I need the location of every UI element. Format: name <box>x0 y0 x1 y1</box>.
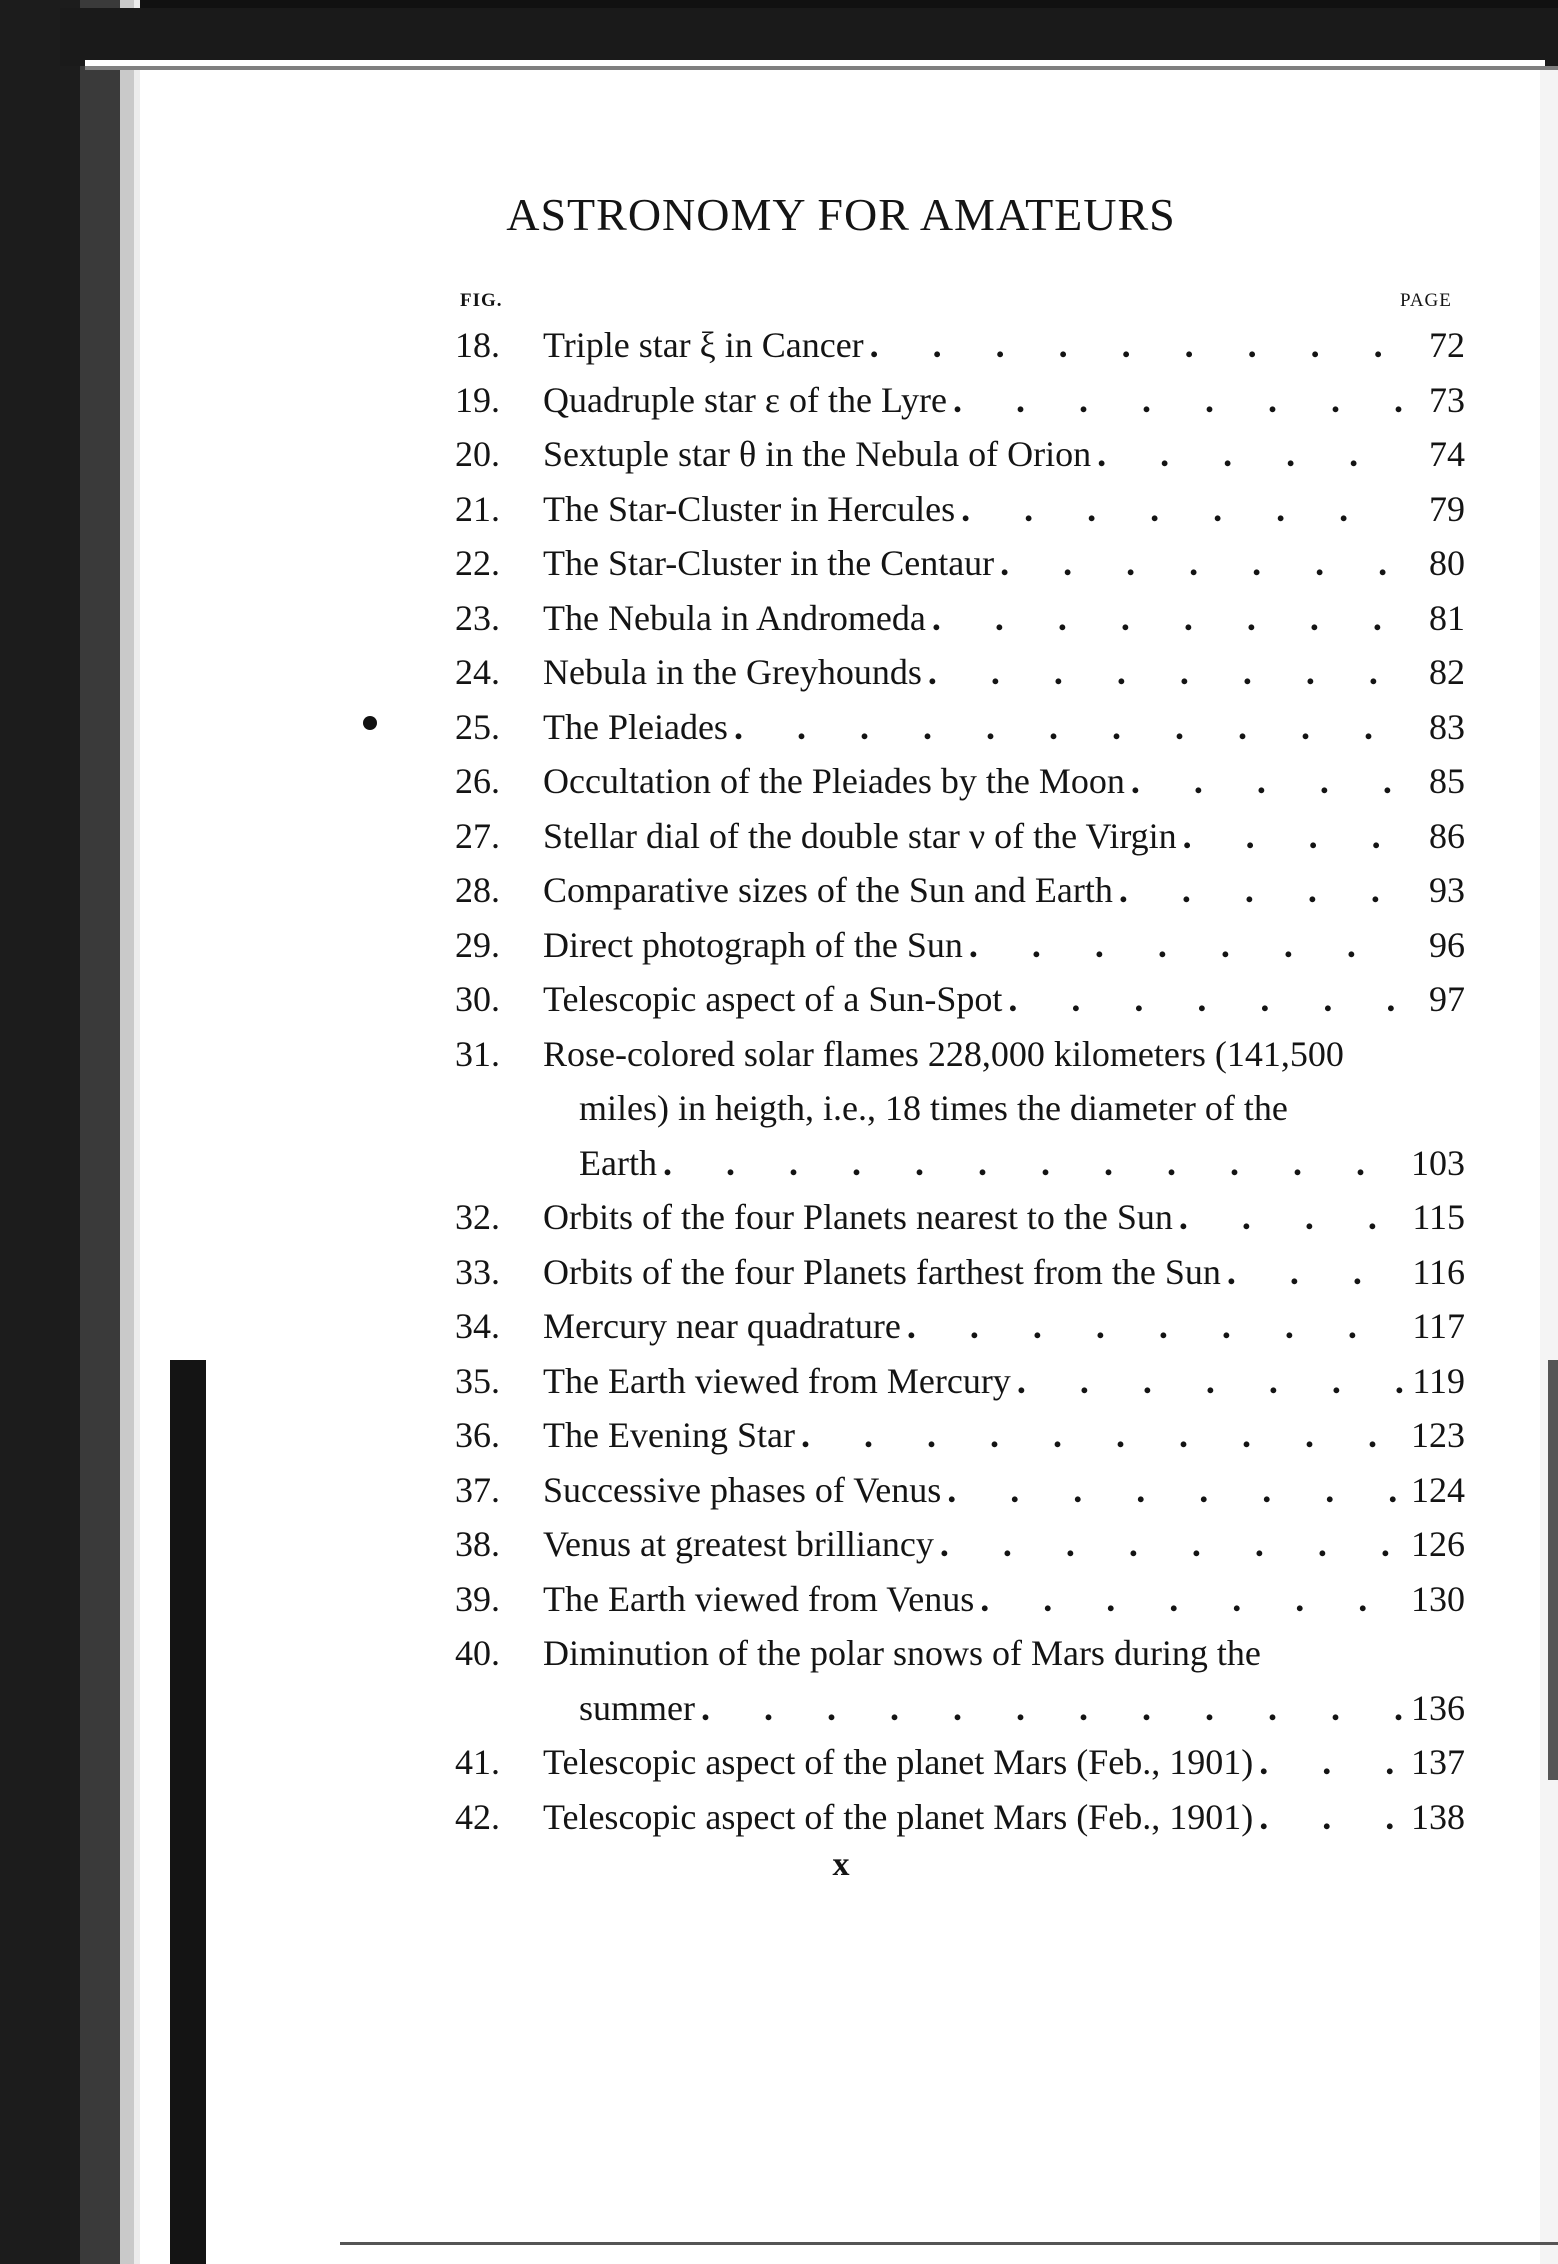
dot-leader <box>961 482 1403 537</box>
figure-entry <box>455 645 1465 700</box>
page-number: 136 <box>1411 1687 1465 1728</box>
figure-entry <box>455 1626 1465 1735</box>
dot-leader <box>1259 1790 1403 1845</box>
dot-leader <box>969 918 1403 973</box>
figure-title: Nebula in the Greyhounds <box>543 652 922 692</box>
figure-number: 25. <box>455 706 500 747</box>
page-number: 93 <box>1429 870 1465 910</box>
figure-entry <box>455 863 1465 918</box>
figure-title: The Pleiades <box>543 706 728 747</box>
figure-entry <box>455 918 1465 973</box>
figure-title: Sextuple star θ in the Nebula of Orion <box>543 434 1092 474</box>
figure-entry <box>455 1463 1465 1518</box>
dot-leader <box>1017 1354 1403 1409</box>
dot-leader <box>1119 863 1403 918</box>
dot-leader <box>928 645 1403 700</box>
figure-number: 31. <box>455 1033 500 1074</box>
figure-entry <box>455 1354 1465 1409</box>
figure-number: 29. <box>455 924 500 965</box>
page-number: 72 <box>1429 325 1465 365</box>
page-number: 85 <box>1429 761 1465 801</box>
figure-entry <box>455 1299 1465 1354</box>
figure-number: 30. <box>455 979 500 1019</box>
figure-title: The Evening Star <box>543 1415 795 1455</box>
page-number: 73 <box>1429 379 1465 420</box>
running-title: ASTRONOMY FOR AMATEURS <box>506 189 1176 240</box>
figure-number: 38. <box>455 1524 500 1564</box>
figure-title: Telescopic aspect of the planet Mars (Feb., 1901) <box>543 1742 1254 1782</box>
page-folio: x <box>832 1846 850 1883</box>
figure-title: The Earth viewed from Venus <box>543 1578 975 1619</box>
fig-column-header: FIG. <box>460 290 503 311</box>
figure-title: Orbits of the four Planets nearest to the Sun <box>543 1197 1173 1237</box>
dot-leader <box>1227 1245 1403 1300</box>
figure-title: Occultation of the Pleiades by the Moon <box>543 761 1125 801</box>
figure-title: summer <box>579 1687 695 1728</box>
figure-number: 26. <box>455 761 500 801</box>
page-number: 123 <box>1411 1415 1465 1455</box>
figure-number: 39. <box>455 1578 500 1619</box>
figure-number: 33. <box>455 1251 500 1292</box>
page-number: 83 <box>1429 706 1465 747</box>
dot-leader <box>1008 972 1403 1027</box>
figure-title: Stellar dial of the double star ν of the Virgin <box>543 815 1177 856</box>
page-number: 137 <box>1411 1742 1465 1782</box>
figure-number: 23. <box>455 597 500 638</box>
dot-leader <box>947 1463 1403 1518</box>
list-of-figures <box>455 318 1465 1844</box>
page-number: 117 <box>1412 1306 1465 1346</box>
page-number: 126 <box>1411 1524 1465 1564</box>
figure-title: The Nebula in Andromeda <box>543 597 926 638</box>
figure-title-line: Diminution of the polar snows of Mars during the <box>543 1633 1261 1673</box>
figure-number: 19. <box>455 379 500 420</box>
figure-entry <box>455 1408 1465 1463</box>
figure-number: 22. <box>455 543 500 583</box>
dot-leader <box>801 1408 1403 1463</box>
figure-title: Telescopic aspect of a Sun-Spot <box>543 979 1003 1019</box>
dot-leader <box>1183 809 1403 864</box>
page-number: 103 <box>1411 1142 1465 1183</box>
figure-number: 42. <box>455 1796 500 1837</box>
figure-title: The Star-Cluster in the Centaur <box>543 543 995 583</box>
page-number: 116 <box>1412 1251 1465 1292</box>
page-column-header: PAGE <box>1400 290 1452 311</box>
figure-entry <box>455 1517 1465 1572</box>
page-number: 86 <box>1429 815 1465 856</box>
figure-number: 40. <box>455 1633 500 1673</box>
dot-leader <box>734 700 1403 755</box>
page-number: 74 <box>1429 434 1465 474</box>
page-number: 119 <box>1412 1360 1465 1401</box>
page-number: 130 <box>1411 1578 1465 1619</box>
page-number: 81 <box>1429 597 1465 638</box>
figure-number: 41. <box>455 1742 500 1782</box>
dot-leader <box>663 1136 1403 1191</box>
figure-entry <box>455 591 1465 646</box>
figure-entry <box>455 427 1465 482</box>
figure-title-line: Rose-colored solar flames 228,000 kilometers (141,500 <box>543 1033 1344 1074</box>
dot-leader <box>1179 1190 1403 1245</box>
figure-title: Quadruple star ε of the Lyre <box>543 379 947 420</box>
figure-title: Comparative sizes of the Sun and Earth <box>543 870 1113 910</box>
dot-leader <box>1000 536 1403 591</box>
figure-title: The Earth viewed from Mercury <box>543 1360 1011 1401</box>
dot-leader <box>1131 754 1403 809</box>
dot-leader <box>701 1681 1403 1736</box>
figure-number: 28. <box>455 870 500 910</box>
figure-number: 32. <box>455 1197 500 1237</box>
figure-entry <box>455 700 1465 755</box>
figure-title: Telescopic aspect of the planet Mars (Feb., 1901) <box>543 1796 1254 1837</box>
figure-entry <box>455 809 1465 864</box>
page-number: 124 <box>1411 1469 1465 1510</box>
figure-entry <box>455 1572 1465 1627</box>
figure-title: Successive phases of Venus <box>543 1469 942 1510</box>
figure-title-line: miles) in heigth, i.e., 18 times the diameter of the <box>579 1088 1288 1128</box>
page-number: 115 <box>1412 1197 1465 1237</box>
page-number: 82 <box>1429 652 1465 692</box>
dot-leader <box>953 373 1403 428</box>
dot-leader <box>940 1517 1403 1572</box>
figure-number: 21. <box>455 488 500 529</box>
figure-number: 37. <box>455 1469 500 1510</box>
dot-leader <box>907 1299 1403 1354</box>
figure-number: 36. <box>455 1415 500 1455</box>
figure-title: The Star-Cluster in Hercules <box>543 488 956 529</box>
dot-leader <box>870 318 1403 373</box>
figure-entry <box>455 1027 1465 1191</box>
dot-leader <box>1259 1735 1403 1790</box>
page-number: 96 <box>1429 924 1465 965</box>
figure-entry <box>455 373 1465 428</box>
figure-number: 24. <box>455 652 500 692</box>
page-number: 79 <box>1429 488 1465 529</box>
figure-title: Mercury near quadrature <box>543 1306 901 1346</box>
dot-leader <box>932 591 1403 646</box>
dot-leader <box>980 1572 1403 1627</box>
figure-number: 35. <box>455 1360 500 1401</box>
figure-title: Venus at greatest brilliancy <box>543 1524 934 1564</box>
figure-entry <box>455 1735 1465 1790</box>
page-number: 138 <box>1411 1796 1465 1837</box>
figure-entry <box>455 1190 1465 1245</box>
figure-entry <box>455 754 1465 809</box>
figure-title: Earth <box>579 1142 657 1183</box>
page-number: 97 <box>1429 979 1465 1019</box>
figure-number: 20. <box>455 434 500 474</box>
figure-entry <box>455 482 1465 537</box>
figure-entry <box>455 1790 1465 1845</box>
figure-number: 27. <box>455 815 500 856</box>
figure-title: Direct photograph of the Sun <box>543 924 963 965</box>
figure-entry <box>455 318 1465 373</box>
dot-leader <box>1097 427 1403 482</box>
figure-entry <box>455 1245 1465 1300</box>
figure-entry <box>455 972 1465 1027</box>
figure-title: Triple star ξ in Cancer <box>543 325 864 365</box>
figure-title: Orbits of the four Planets farthest from the Sun <box>543 1251 1221 1292</box>
figure-number: 18. <box>455 325 500 365</box>
page-number: 80 <box>1429 543 1465 583</box>
figure-entry <box>455 536 1465 591</box>
figure-number: 34. <box>455 1306 500 1346</box>
